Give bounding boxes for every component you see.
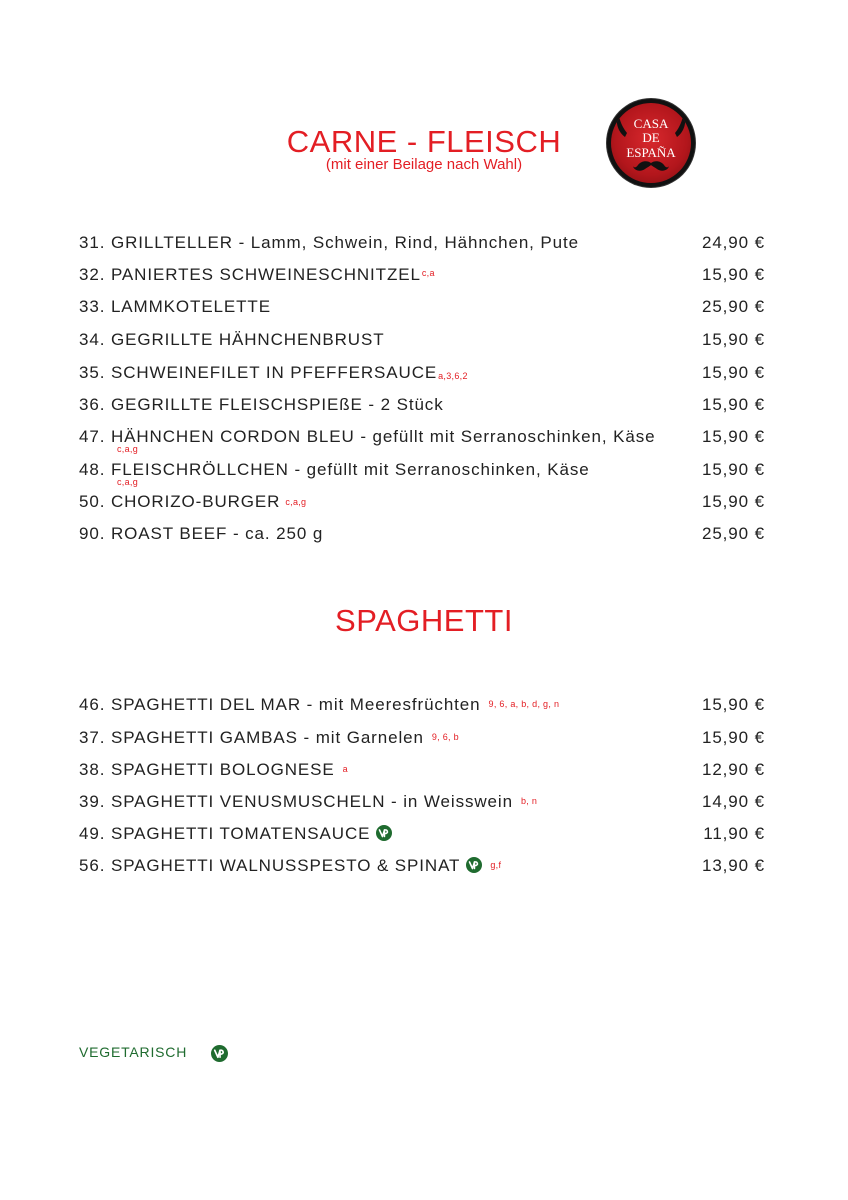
logo-text-line-1: CASA: [633, 116, 669, 131]
menu-item-name: 49. SPAGHETTI TOMATENSAUCE: [79, 824, 371, 843]
menu-item: [79, 824, 769, 848]
allergen-codes: c,a,g: [117, 477, 139, 487]
menu-item-name: 50. CHORIZO-BURGER: [79, 492, 281, 511]
menu-item-price: 15,90 €: [701, 427, 765, 446]
menu-item: [79, 395, 769, 419]
menu-item-price: 25,90 €: [701, 297, 765, 316]
menu-item-name: 37. SPAGHETTI GAMBAS - mit Garnelen: [79, 728, 424, 747]
allergen-codes: c,a,g: [285, 497, 307, 507]
menu-item-name: 31. GRILLTELLER - Lamm, Schwein, Rind, Hähnchen, Pute: [79, 233, 579, 252]
menu-item: [79, 524, 769, 548]
menu-item: [79, 792, 769, 816]
menu-item: [79, 492, 769, 516]
menu-item: [79, 760, 769, 784]
menu-item-price: 25,90 €: [701, 524, 765, 543]
menu-item: [79, 728, 769, 752]
allergen-codes: b, n: [520, 796, 538, 806]
allergen-codes: c,a,g: [117, 444, 139, 454]
vegetarian-legend-label: VEGETARISCH: [79, 1044, 188, 1060]
menu-item-name: 36. GEGRILLTE FLEISCHSPIEßE - 2 Stück: [79, 395, 444, 414]
menu-item-price: 15,90 €: [701, 460, 765, 479]
menu-item: [79, 265, 769, 289]
menu-item: [79, 856, 769, 880]
allergen-codes: c,a: [421, 268, 435, 278]
casa-de-espana-logo: [607, 99, 695, 187]
vegetarian-icon: [376, 825, 392, 841]
menu-item-price: 15,90 €: [701, 695, 765, 714]
allergen-codes: g,f: [490, 860, 502, 870]
menu-item: [79, 427, 769, 454]
allergen-codes: 9, 6, a, b, d, g, n: [488, 699, 560, 709]
vegetarian-icon: [466, 857, 482, 873]
menu-item-name: 48. FLEISCHRÖLLCHEN - gefüllt mit Serranoschinken, Käse: [79, 460, 590, 479]
menu-item-name: 35. SCHWEINEFILET IN PFEFFERSAUCE: [79, 363, 438, 382]
menu-item-price: 15,90 €: [701, 265, 765, 284]
menu-item-price: 24,90 €: [701, 233, 765, 252]
logo-text-line-3: ESPAÑA: [626, 145, 676, 160]
menu-item: [79, 233, 769, 257]
menu-item-name: 39. SPAGHETTI VENUSMUSCHELN - in Weisswein: [79, 792, 513, 811]
menu-item-price: 15,90 €: [701, 728, 765, 747]
menu-item: [79, 460, 769, 487]
menu-item: [79, 363, 769, 387]
menu-item-price: 12,90 €: [701, 760, 765, 779]
menu-item-name: 33. LAMMKOTELETTE: [79, 297, 271, 316]
allergen-codes: a: [342, 764, 348, 774]
menu-item-price: 15,90 €: [701, 492, 765, 511]
menu-item-price: 11,90 €: [703, 824, 765, 843]
carne-section-subtitle: (mit einer Beilage nach Wahl): [325, 156, 523, 173]
spaghetti-section-title: SPAGHETTI: [335, 603, 513, 638]
menu-item-name: 34. GEGRILLTE HÄHNCHENBRUST: [79, 330, 385, 349]
horn-left-icon: [613, 109, 627, 139]
allergen-codes: a,3,6,2: [438, 371, 468, 381]
menu-item-name: 32. PANIERTES SCHWEINESCHNITZEL: [79, 265, 421, 284]
carne-section-title: CARNE - FLEISCH: [286, 124, 562, 159]
menu-item-price: 13,90 €: [701, 856, 765, 875]
horn-right-icon: [675, 109, 689, 139]
allergen-codes: 9, 6, b: [431, 732, 459, 742]
menu-item-name: 46. SPAGHETTI DEL MAR - mit Meeresfrüchten: [79, 695, 481, 714]
menu-item: [79, 330, 769, 354]
menu-item-name: 90. ROAST BEEF - ca. 250 g: [79, 524, 324, 543]
menu-item-price: 15,90 €: [701, 395, 765, 414]
menu-item: [79, 297, 769, 321]
menu-item-name: 38. SPAGHETTI BOLOGNESE: [79, 760, 335, 779]
menu-item-price: 14,90 €: [701, 792, 765, 811]
menu-item-price: 15,90 €: [701, 330, 765, 349]
logo-text-line-2: DE: [642, 130, 660, 145]
menu-item-price: 15,90 €: [701, 363, 765, 382]
menu-item-name: 56. SPAGHETTI WALNUSSPESTO & SPINAT: [79, 856, 461, 875]
menu-item-name: 47. HÄHNCHEN CORDON BLEU - gefüllt mit Serranoschinken, Käse: [79, 427, 656, 446]
mustache-icon: [633, 159, 669, 173]
vegetarian-icon: [211, 1045, 228, 1062]
menu-item: [79, 695, 769, 719]
